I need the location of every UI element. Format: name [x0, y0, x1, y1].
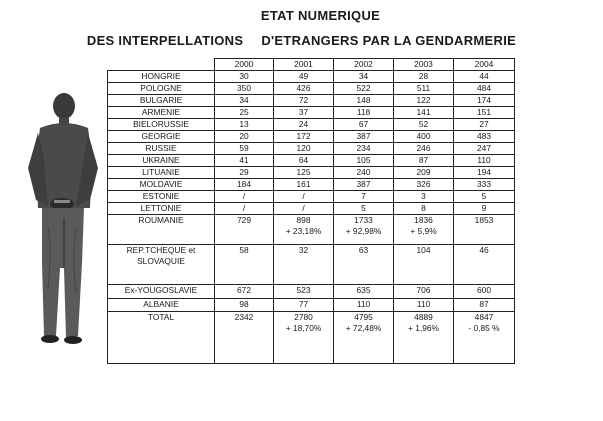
- value-cell: 161: [274, 179, 334, 191]
- value-cell: [454, 215, 515, 245]
- table-row: [108, 191, 515, 203]
- table-row: [108, 83, 515, 95]
- value-cell: 72: [274, 95, 334, 107]
- value-cell: 67: [334, 119, 394, 131]
- value-cell: 151: [454, 107, 515, 119]
- subtitle-part-2: D'ETRANGERS PAR LA GENDARMERIE: [261, 33, 517, 48]
- value-cell: 387: [334, 131, 394, 143]
- value-cell: 59: [215, 143, 274, 155]
- value-cell: [394, 215, 454, 245]
- document-subtitle: [0, 33, 603, 48]
- country-line: REP.TCHEQUE et: [126, 245, 196, 255]
- total-value: 4847: [474, 312, 494, 322]
- interpellations-table: [107, 58, 515, 364]
- value-cell: 125: [274, 167, 334, 179]
- value-cell: 484: [454, 83, 515, 95]
- value-cell: 122: [394, 95, 454, 107]
- value-cell: 8: [394, 203, 454, 215]
- table-row: [108, 107, 515, 119]
- total-cell: [394, 312, 454, 364]
- table-row: [108, 167, 515, 179]
- change-percent: + 23,18%: [285, 226, 322, 236]
- value-cell: 247: [454, 143, 515, 155]
- value-cell: [215, 215, 274, 245]
- value-cell: 77: [274, 299, 334, 312]
- year-header: 2003: [394, 59, 454, 71]
- value-cell: 87: [394, 155, 454, 167]
- value-cell: 7: [334, 191, 394, 203]
- value-cell: 234: [334, 143, 394, 155]
- table-row: [108, 71, 515, 83]
- value-cell: [274, 215, 334, 245]
- value-cell: 44: [454, 71, 515, 83]
- value-cell: 9: [454, 203, 515, 215]
- value-cell: 184: [215, 179, 274, 191]
- value: 898: [296, 215, 311, 225]
- value-cell: /: [274, 203, 334, 215]
- year-header: 2000: [215, 59, 274, 71]
- value-cell: 174: [454, 95, 515, 107]
- value-cell: 400: [394, 131, 454, 143]
- value-cell: 600: [454, 285, 515, 299]
- table-row: [108, 203, 515, 215]
- country-cell: GEORGIE: [108, 131, 215, 143]
- country-cell: ESTONIE: [108, 191, 215, 203]
- country-cell: RUSSIE: [108, 143, 215, 155]
- country-cell: ARMENIE: [108, 107, 215, 119]
- value-cell: 5: [454, 191, 515, 203]
- change-percent: + 5,9%: [410, 226, 437, 236]
- value-cell: 32: [274, 245, 334, 285]
- value-cell: 240: [334, 167, 394, 179]
- change-percent: + 92,98%: [345, 226, 382, 236]
- value-cell: 104: [394, 245, 454, 285]
- value-cell: 246: [394, 143, 454, 155]
- country-cell: LETTONIE: [108, 203, 215, 215]
- country-cell: BIELORUSSIE: [108, 119, 215, 131]
- value-cell: 148: [334, 95, 394, 107]
- total-change: + 18,70%: [285, 323, 322, 333]
- country-cell: BULGARIE: [108, 95, 215, 107]
- country-cell: ALBANIE: [108, 299, 215, 312]
- country-cell: [108, 245, 215, 285]
- value-cell: 110: [394, 299, 454, 312]
- value: 1853: [474, 215, 494, 225]
- value: 1836: [414, 215, 433, 225]
- value-cell: 141: [394, 107, 454, 119]
- handcuffed-man-illustration: [18, 88, 108, 348]
- country-cell: POLOGNE: [108, 83, 215, 95]
- value-cell: 110: [454, 155, 515, 167]
- table-body-special: [108, 215, 515, 364]
- total-cell: [334, 312, 394, 364]
- value-cell: [334, 215, 394, 245]
- total-value: 2780: [294, 312, 313, 322]
- total-cell: [274, 312, 334, 364]
- value-cell: 87: [454, 299, 515, 312]
- table-row: [108, 179, 515, 191]
- country-cell: Ex-YOUGOSLAVIE: [108, 285, 215, 299]
- total-label-cell: TOTAL: [108, 312, 215, 364]
- value-cell: 172: [274, 131, 334, 143]
- value-cell: 5: [334, 203, 394, 215]
- total-change: - 0,85 %: [468, 323, 500, 333]
- document-title: ETAT NUMERIQUE: [260, 8, 381, 23]
- value-cell: 194: [454, 167, 515, 179]
- total-change: + 1,96%: [408, 323, 439, 333]
- value-cell: 41: [215, 155, 274, 167]
- table-row: [108, 299, 515, 312]
- value-cell: 105: [334, 155, 394, 167]
- value-cell: 25: [215, 107, 274, 119]
- value-cell: 52: [394, 119, 454, 131]
- value-cell: 49: [274, 71, 334, 83]
- value-cell: 27: [454, 119, 515, 131]
- total-value: 4795: [354, 312, 373, 322]
- value-cell: 522: [334, 83, 394, 95]
- table-row: [108, 215, 515, 245]
- year-header: 2004: [454, 59, 515, 71]
- value-cell: 34: [215, 95, 274, 107]
- table-row: [108, 143, 515, 155]
- header-corner: [108, 59, 215, 71]
- value-cell: 635: [334, 285, 394, 299]
- value: 729: [237, 215, 251, 225]
- value-cell: 511: [394, 83, 454, 95]
- table-body: [108, 71, 515, 215]
- total-cell: [215, 312, 274, 364]
- country-cell: LITUANIE: [108, 167, 215, 179]
- value-cell: 209: [394, 167, 454, 179]
- total-cell: [454, 312, 515, 364]
- value-cell: 98: [215, 299, 274, 312]
- country-cell: ROUMANIE: [108, 215, 215, 245]
- value-cell: 326: [394, 179, 454, 191]
- country-cell: MOLDAVIE: [108, 179, 215, 191]
- value-cell: 483: [454, 131, 515, 143]
- value-cell: 24: [274, 119, 334, 131]
- value-cell: 34: [334, 71, 394, 83]
- value: 1733: [354, 215, 373, 225]
- value-cell: /: [274, 191, 334, 203]
- value-cell: 3: [394, 191, 454, 203]
- total-row: [108, 312, 515, 364]
- value-cell: 28: [394, 71, 454, 83]
- table-row: [108, 119, 515, 131]
- value-cell: 672: [215, 285, 274, 299]
- value-cell: 46: [454, 245, 515, 285]
- value-cell: 350: [215, 83, 274, 95]
- total-change: + 72,48%: [345, 323, 382, 333]
- value-cell: /: [215, 203, 274, 215]
- total-value: 2342: [234, 312, 254, 322]
- country-cell: UKRAINE: [108, 155, 215, 167]
- value-cell: 63: [334, 245, 394, 285]
- value-cell: 20: [215, 131, 274, 143]
- value-cell: 120: [274, 143, 334, 155]
- subtitle-part-1: DES INTERPELLATIONS: [86, 33, 244, 48]
- value-cell: 29: [215, 167, 274, 179]
- value-cell: 30: [215, 71, 274, 83]
- table-row: [108, 245, 515, 285]
- header-row: [108, 59, 515, 71]
- value-cell: 37: [274, 107, 334, 119]
- country-line: SLOVAQUIE: [137, 256, 185, 266]
- table-row: [108, 155, 515, 167]
- country-cell: HONGRIE: [108, 71, 215, 83]
- total-value: 4889: [414, 312, 433, 322]
- value-cell: 13: [215, 119, 274, 131]
- value-cell: 387: [334, 179, 394, 191]
- table-row: [108, 95, 515, 107]
- value-cell: 333: [454, 179, 515, 191]
- value-cell: 118: [334, 107, 394, 119]
- value-cell: 58: [215, 245, 274, 285]
- value-cell: /: [215, 191, 274, 203]
- value-cell: 110: [334, 299, 394, 312]
- table-row: [108, 285, 515, 299]
- value-cell: 64: [274, 155, 334, 167]
- year-header: 2001: [274, 59, 334, 71]
- value-cell: 523: [274, 285, 334, 299]
- value-cell: 706: [394, 285, 454, 299]
- table-row: [108, 131, 515, 143]
- value-cell: 426: [274, 83, 334, 95]
- year-header: 2002: [334, 59, 394, 71]
